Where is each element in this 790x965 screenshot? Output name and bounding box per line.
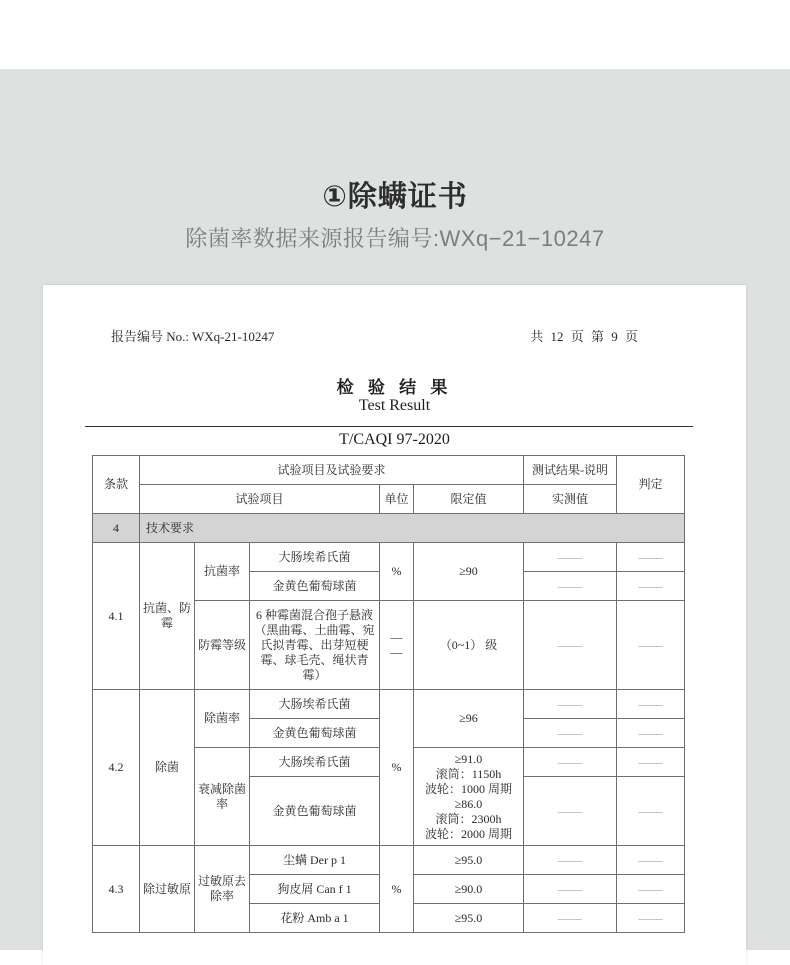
limit-cell: ≥96	[414, 690, 524, 748]
unit-cell: — —	[380, 601, 414, 690]
header-row-2	[93, 485, 685, 514]
measured-cell: ——	[524, 777, 617, 846]
judgement-cell: ——	[617, 846, 685, 875]
subcategory-cell: 防霉等级	[195, 601, 250, 690]
measured-cell: ——	[524, 748, 617, 777]
item-cell: 金黄色葡萄球菌	[250, 777, 380, 846]
header-unit: 单位	[380, 485, 414, 514]
measured-cell: ——	[524, 719, 617, 748]
header-result-desc: 测试结果-说明	[524, 456, 617, 485]
limit-cell: （0~1） 级	[414, 601, 524, 690]
item-cell: 6 种霉菌混合孢子悬液（黑曲霉、土曲霉、宛氏拟青霉、出芽短梗霉、球毛壳、绳状青霉）	[250, 601, 380, 690]
measured-cell: ——	[524, 572, 617, 601]
item-cell: 大肠埃希氏菌	[250, 543, 380, 572]
subcategory-cell: 除菌率	[195, 690, 250, 748]
limit-cell: ≥90.0	[414, 875, 524, 904]
unit-cell: %	[380, 543, 414, 601]
clause-cell: 4.2	[93, 690, 140, 846]
judgement-cell: ——	[617, 601, 685, 690]
judgement-cell: ——	[617, 690, 685, 719]
judgement-cell: ——	[617, 719, 685, 748]
header-test-item: 试验项目	[140, 485, 380, 514]
section-label: 技术要求	[140, 514, 685, 543]
category-cell: 除过敏原	[140, 846, 195, 933]
header-clause: 条款	[93, 456, 140, 514]
measured-cell: ——	[524, 904, 617, 933]
header-limit: 限定值	[414, 485, 524, 514]
clause-cell: 4.3	[93, 846, 140, 933]
page-indicator: 共 12 页 第 9 页	[530, 329, 638, 344]
table-row	[93, 846, 685, 875]
item-cell: 大肠埃希氏菌	[250, 748, 380, 777]
measured-cell: ——	[524, 601, 617, 690]
judgement-cell: ——	[617, 543, 685, 572]
category-cell: 除菌	[140, 690, 195, 846]
category-cell: 抗菌、防霉	[140, 543, 195, 690]
item-cell: 金黄色葡萄球菌	[250, 719, 380, 748]
report-sheet	[43, 285, 746, 965]
subcategory-cell: 衰减除菌率	[195, 748, 250, 846]
header-judgement: 判定	[617, 456, 685, 514]
limit-cell: ≥90	[414, 543, 524, 601]
header-row-1	[93, 456, 685, 485]
unit-cell: %	[380, 690, 414, 846]
item-cell: 狗皮屑 Can f 1	[250, 875, 380, 904]
subcategory-cell: 过敏原去除率	[195, 846, 250, 933]
title-rule	[85, 426, 693, 427]
section-clause: 4	[93, 514, 140, 543]
judgement-cell: ——	[617, 875, 685, 904]
limit-cell: ≥95.0	[414, 846, 524, 875]
judgement-cell: ——	[617, 777, 685, 846]
judgement-cell: ——	[617, 748, 685, 777]
report-number: 报告编号 No.: WXq-21-10247	[111, 329, 275, 344]
judgement-cell: ——	[617, 904, 685, 933]
item-cell: 金黄色葡萄球菌	[250, 572, 380, 601]
measured-cell: ——	[524, 690, 617, 719]
unit-cell: %	[380, 846, 414, 933]
limit-cell: ≥91.0 滚筒：1150h 波轮：1000 周期 ≥86.0 滚筒：2300h 波轮：2000 周期	[414, 748, 524, 846]
header-items-requirements: 试验项目及试验要求	[140, 456, 524, 485]
document-title: 检 验 结 果	[336, 378, 453, 397]
measured-cell: ——	[524, 875, 617, 904]
section-row	[93, 514, 685, 543]
item-cell: 尘螨 Der p 1	[250, 846, 380, 875]
item-cell: 花粉 Amb a 1	[250, 904, 380, 933]
judgement-cell: ——	[617, 572, 685, 601]
measured-cell: ——	[524, 846, 617, 875]
result-table	[92, 455, 685, 933]
limit-cell: ≥95.0	[414, 904, 524, 933]
measured-cell: ——	[524, 543, 617, 572]
subcategory-cell: 抗菌率	[195, 543, 250, 601]
clause-cell: 4.1	[93, 543, 140, 690]
header-measured: 实测值	[524, 485, 617, 514]
page-heading: ①除螨证书	[322, 181, 468, 213]
table-row	[93, 690, 685, 719]
standard-code: T/CAQI 97-2020	[339, 431, 450, 448]
table-row	[93, 543, 685, 572]
page-subheading: 除菌率数据来源报告编号:WXq−21−10247	[185, 226, 605, 251]
document-subtitle: Test Result	[358, 397, 431, 414]
item-cell: 大肠埃希氏菌	[250, 690, 380, 719]
